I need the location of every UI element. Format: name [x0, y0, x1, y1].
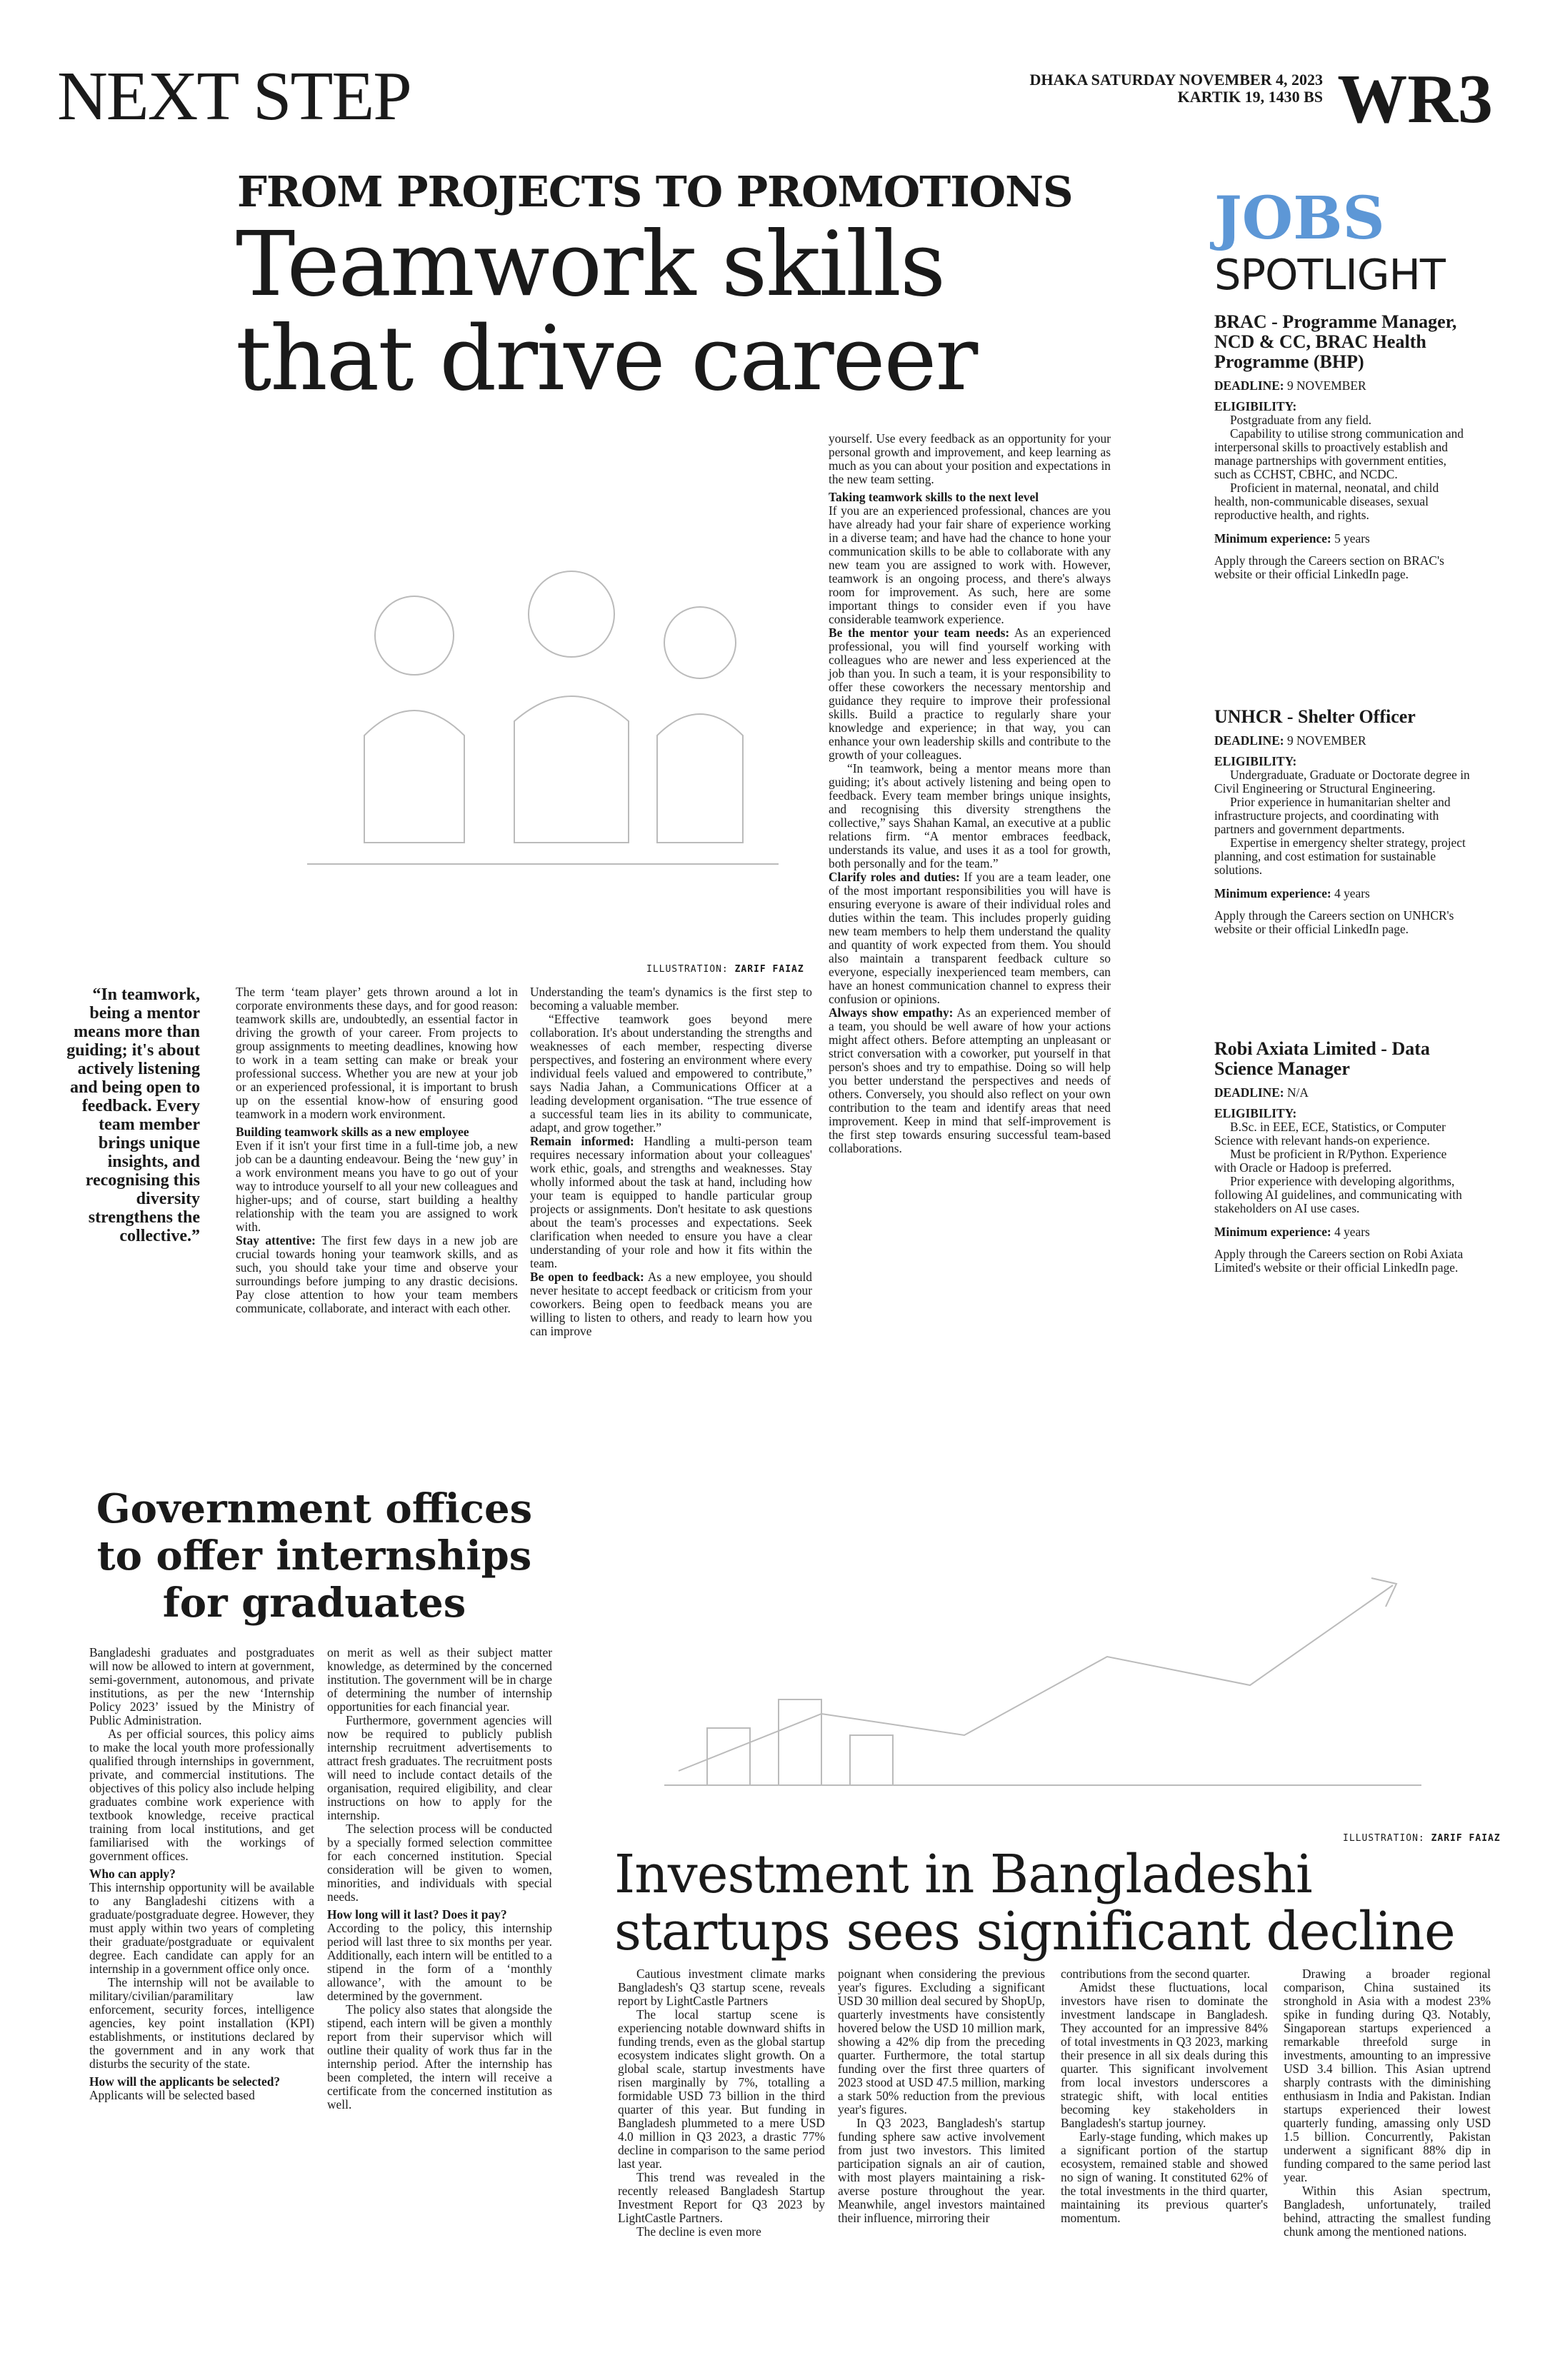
eligibility-item: Expertise in emergency shelter strategy, project planning, and cost estimation for sustainable solutions.: [1214, 835, 1466, 877]
lead-in: Always show empathy:: [829, 1005, 954, 1020]
paragraph: Bangladeshi graduates and postgraduates will now be allowed to intern at government, semi-government, autonomous, and private institutions, as per the new ‘Internship Policy 2023’ issued by the Ministry of Public Administration.: [89, 1645, 314, 1727]
paragraph: The local startup scene is experiencing notable downward shifts in funding trends, even as the global startup ecosystem indicates slight growth. On a global scale, startup investments have risen marginally by 7%, totalling a formidable USD 73 billion in the third quarter of this year. But funding in Bangladesh plummeted to a mere USD 4.0 million in Q3 2023, a drastic 77% decline in comparison to the same period last year.: [618, 2007, 825, 2171]
job-apply: Apply through the Careers section on UNHCR's website or their official LinkedIn page.: [1214, 908, 1454, 936]
lead-in: Stay attentive:: [236, 1233, 316, 1247]
teamwork-column-2: [530, 985, 812, 1338]
section-title: NEXT STEP: [57, 58, 411, 135]
job-title: BRAC - Programme Manager, NCD & CC, BRAC Health Programme (BHP): [1214, 311, 1457, 372]
eligibility-label: ELIGIBILITY:: [1214, 754, 1297, 768]
paragraph: Clarify roles and duties: If you are a team leader, one of the most important responsibilities you will have is ensuring everyone is aware of their individual roles and duties within the team. This includes properly guiding new team members to help them understand the quality and quantity of work expected from them. You should also maintain a transparent feedback culture so everyone, especially inexperienced team members, can have an honest communication channel to express their confusion or opinions.: [829, 870, 1111, 1006]
paragraph: on merit as well as their subject matter knowledge, as determined by the concerned institution. The government will be in charge of determining the number of internship opportunities for each financial year.: [327, 1645, 552, 1714]
eligibility-item: Capability to utilise strong communication and interpersonal skills to proactively establish and manage partnerships with government entities, such as CCHST, CBHC, and NCDC.: [1214, 426, 1464, 481]
jobs-title: JOBS: [1214, 184, 1385, 253]
paragraph: “In teamwork, being a mentor means more than guiding; it's about actively listening and being open to feedback. Every team member brings unique insights, and recognising this diversity strengthens the collective,” says Shahan Kamal, an executive at a public relations firm. “A mentor embraces feedback, understands its value, and uses it as a tool for growth, both personally and for the team.”: [829, 761, 1111, 870]
job-apply: Apply through the Careers section on BRAC's website or their official LinkedIn page.: [1214, 553, 1444, 581]
paragraph: contributions from the second quarter.: [1061, 1967, 1251, 1981]
lead-in: Clarify roles and duties:: [829, 870, 960, 884]
government-headline: Government offices to offer internships for graduates: [96, 1485, 533, 1627]
paragraph: This internship opportunity will be available to any Bangladeshi citizens with a graduate/postgraduate degree. However, they must apply within two years of completing their graduate/postgraduate or equivalent degree. Each candidate can apply for an internship in a government office only once.: [89, 1880, 314, 1976]
experience-label: Minimum experience:: [1214, 1225, 1331, 1239]
investment-column-1: [618, 1967, 825, 2239]
teamwork-column-1: [236, 985, 518, 1315]
paragraph: If you are an experienced professional, chances are you have already had your fair share of experience working in a diverse team; and have had the chance to hone your communication skills to be able to collaborate with any new team you are assigned to work with. However, teamwork is an ongoing process, and there's always room for improvement. As such, here are some important things to consider even if you have considerable teamwork experience.: [829, 503, 1111, 626]
eligibility-item: B.Sc. in EEE, ECE, Statistics, or Computer Science with relevant hands-on experience.: [1214, 1120, 1446, 1148]
pull-quote: “In teamwork, being a mentor means more than guiding; it's about actively listening and being open to feedback. Every team member brings unique insights, and recognising this diversity strengthens the collective.”: [66, 985, 200, 1245]
paragraph: poignant when considering the previous year's figures. Excluding a significant USD 30 million deal secured by ShopUp, quarterly investments have consistently hovered below the USD 10 million mark, showing a 42% dip from the preceding quarter. Furthermore, the total startup funding over the first three quarters of 2023 stood at USD 47.5 million, marking a stark 50% reduction from the previous year's figures.: [838, 1967, 1045, 2117]
paragraph: Remain informed: Handling a multi-person team requires necessary information about your colleagues' work ethic, goals, and strengths and weaknesses. Stay wholly informed about the task at hand, including how your team is equipped to handle particular group projects or assignments. Don't hesitate to ask questions about the team's processes and expectations. Seek clarification when needed to ensure you have a clear understanding of your role and how it fits within the team.: [530, 1134, 812, 1270]
job-apply: Apply through the Careers section on Robi Axiata Limited's website or their official LinkedIn page.: [1214, 1247, 1464, 1275]
job-experience: Minimum experience: 4 years: [1214, 886, 1370, 900]
lead-in: Remain informed:: [530, 1134, 634, 1148]
paragraph: Applicants will be selected based: [89, 2088, 255, 2102]
paragraph: “Effective teamwork goes beyond mere collaboration. It's about understanding the strengths and weaknesses of each member, respecting diverse perspectives, and fostering an environment where every individual feels valued and empowered to contribute,” says Nadia Jahan, a Communications Officer at a leading development organisation. “The true essence of a successful team lies in its ability to communicate, adapt, and grow together.”: [530, 1012, 812, 1135]
article-kicker: FROM PROJECTS TO PROMOTIONS: [237, 167, 1073, 216]
job-experience: Minimum experience: 5 years: [1214, 531, 1370, 546]
job-deadline: DEADLINE: 9 NOVEMBER: [1214, 378, 1366, 393]
article-headline: Teamwork skills that drive career growth: [236, 213, 977, 505]
job-deadline: DEADLINE: N/A: [1214, 1085, 1309, 1100]
illustration-credit: ILLUSTRATION: ZARIF FAIAZ: [646, 964, 804, 975]
lead-in: Be open to feedback:: [530, 1270, 644, 1284]
subheading: Taking teamwork skills to the next level: [829, 490, 1039, 504]
page-code: WR3: [1337, 61, 1493, 138]
government-column-1: [89, 1646, 314, 2102]
investment-column-2: [838, 1967, 1045, 2225]
paragraph: The selection process will be conducted by a specially formed selection committee for each concerned institution. Special consideration will be given to women, minorities, and individuals with special needs.: [327, 1822, 552, 1904]
teamwork-illustration: [236, 400, 814, 957]
eligibility-item: Must be proficient in R/Python. Experience with Oracle or Hadoop is preferred.: [1214, 1147, 1447, 1175]
paragraph: yourself. Use every feedback as an opportunity for your personal growth and improvement, and keep learning as much as you can about your position and expectations in the new team setting.: [829, 431, 1111, 486]
paragraph: This trend was revealed in the recently released Bangladesh Startup Investment Report for Q3 2023 by LightCastle Partners.: [618, 2170, 825, 2225]
investment-illustration: [593, 1500, 1493, 1828]
paragraph: Be open to feedback: As a new employee, you should never hesitate to accept feedback or criticism from your coworkers. Being open to feedback means you are willing to listen to others, and ready to learn how you can improve: [530, 1270, 813, 1338]
paragraph: Stay attentive: The first few days in a new job are crucial towards honing your teamwork skills, and as such, you should take your time and observe your surroundings before jumping to any drastic decisions. Pay close attention to how your team members communicate, collaborate, and interact with each other.: [236, 1233, 519, 1315]
paragraph: In Q3 2023, Bangladesh's startup funding sphere saw active involvement from just two investors. This limited participation signals an air of caution, with most players maintaining a risk-averse posture throughout the year. Meanwhile, angel investors maintained their influence, mirroring their: [838, 2116, 1045, 2225]
job-listing: [1214, 1039, 1471, 1275]
subheading: Building teamwork skills as a new employee: [236, 1125, 469, 1139]
paragraph: Cautious investment climate marks Bangladesh's Q3 startup scene, reveals report by LightCastle Partners: [618, 1967, 825, 2008]
eligibility-label: ELIGIBILITY:: [1214, 399, 1297, 413]
deadline-label: DEADLINE:: [1214, 378, 1284, 393]
subheading: How long will it last? Does it pay?: [327, 1907, 507, 1922]
paragraph: Be the mentor your team needs: As an experienced professional, you will find yourself working with colleagues who are newer and less experienced at the job than you. In such a team, it is your responsibility to offer these coworkers the necessary mentorship and guidance they require to improve their professional skills. Build a practice to regularly share your knowledge and experience; in that way, you can enhance your own leadership skills and contribute to the growth of your colleagues.: [829, 626, 1111, 762]
paragraph: Furthermore, government agencies will now be required to publicly publish internship recruitment advertisements to attract fresh graduates. The recruitment posts will need to include contact details of the organisation, required eligibility, and clear instructions on how to apply for the internship.: [327, 1713, 552, 1822]
deadline-label: DEADLINE:: [1214, 1085, 1284, 1100]
paragraph: Within this Asian spectrum, Bangladesh, unfortunately, trailed behind, attracting the smallest funding chunk among the mentioned nations.: [1284, 2184, 1491, 2239]
jobs-subtitle: SPOTLIGHT: [1214, 250, 1445, 299]
job-experience: Minimum experience: 4 years: [1214, 1225, 1370, 1239]
paragraph: Amidst these fluctuations, local investors have risen to dominate the investment landscape in Bangladesh. They accounted for an impressive 84% of total investments in Q3 2023, marking their presence in all six deals during this quarter. This significant involvement from local investors underscores a strategic shift, with local entities becoming key stakeholders in Bangladesh's startup journey.: [1061, 1980, 1268, 2130]
paragraph: As per official sources, this policy aims to make the local youth more professionally qualified through internships in government, private, and commercial institutions. The objectives of this policy also include helping graduates combine work experience with textbook knowledge, receive practical training from local institutions, and get familiarised with the workings of government offices.: [89, 1727, 314, 1863]
paragraph: The decline is even more: [636, 2224, 761, 2239]
investment-headline: Investment in Bangladeshi startups sees significant decline: [614, 1844, 1455, 1962]
eligibility-item: Prior experience in humanitarian shelter and infrastructure projects, and coordinating with partners and government departments.: [1214, 795, 1451, 836]
paragraph: Understanding the team's dynamics is the first step to becoming a valuable member.: [530, 985, 812, 1013]
date-line-1: DHAKA SATURDAY NOVEMBER 4, 2023: [1029, 71, 1323, 89]
paragraph: The policy also states that alongside the stipend, each intern will be given a monthly report from their supervisor which will outline their quality of work thus far in the internship period. After the internship has been completed, the intern will receive a certificate from the concerned institution as well.: [327, 2002, 552, 2112]
investment-column-4: [1284, 1967, 1491, 2239]
illustration-credit: ILLUSTRATION: ZARIF FAIAZ: [1343, 1833, 1501, 1844]
paragraph: Drawing a broader regional comparison, China sustained its stronghold in Asia with a modest 23% spike in funding during Q3. Notably, Singaporean startups experienced a remarkable threefold surge in investments, amounting to an impressive USD 3.4 billion. This Asian uptrend sharply contrasts with the diminishing enthusiasm in India and Pakistan. Indian startups experienced their lowest quarterly funding, amassing only USD 1.5 billion. Concurrently, Pakistan underwent a significant 88% dip in funding compared to the same period last year.: [1284, 1967, 1491, 2184]
paragraph: Always show empathy: As an experienced member of a team, you should be well aware of how your actions might affect others. Before attempting an unpleasant or strict conversation with a coworker, put yourself in that person's shoes and try to empathise. Doing so will help you better understand the perspectives and needs of others. Conversely, you should also reflect on your own contribution to the team and identify areas that need improvement. Keep in mind that self-improvement is the first step towards ensuring successful team-based collaborations.: [829, 1005, 1111, 1155]
eligibility-label: ELIGIBILITY:: [1214, 1106, 1297, 1120]
eligibility-item: Undergraduate, Graduate or Doctorate degree in Civil Engineering or Structural Engineering.: [1214, 768, 1470, 795]
paragraph: The internship will not be available to military/civilian/paramilitary law enforcement, security forces, intelligence agencies, key point installation (KPI) establishments, or institutions declared by the government and in any work that disturbs the security of the state.: [89, 1975, 314, 2071]
government-column-2: [327, 1646, 552, 2112]
eligibility-item: Prior experience with developing algorithms, following AI guidelines, and communicating with stakeholders on AI use cases.: [1214, 1174, 1462, 1215]
deadline-label: DEADLINE:: [1214, 733, 1284, 748]
dateline: [1029, 71, 1323, 106]
subheading: Who can apply?: [89, 1867, 176, 1881]
date-line-2: KARTIK 19, 1430 BS: [1177, 88, 1323, 106]
experience-label: Minimum experience:: [1214, 886, 1331, 900]
paragraph: Even if it isn't your first time in a full-time job, a new job can be a daunting endeavour. Being the ‘new guy’ in a work environment means you have to go out of your way to introduce yourself to all your new colleagues and higher-ups; and of course, start building a healthy relationship with the team you are assigned to work with.: [236, 1138, 518, 1234]
eligibility-item: Postgraduate from any field.: [1230, 413, 1372, 427]
investment-column-3: [1061, 1967, 1268, 2225]
job-listing: [1214, 707, 1471, 936]
eligibility-item: Proficient in maternal, neonatal, and child health, non-communicable diseases, sexual reproductive health, and rights.: [1214, 481, 1439, 522]
job-listing: [1214, 312, 1471, 581]
teamwork-column-3: [829, 432, 1111, 1155]
paragraph: Early-stage funding, which makes up a significant portion of the startup ecosystem, remained stable and showed no sign of waning. It constituted 62% of the total investments in the third quarter, maintaining its previous quarter's momentum.: [1061, 2129, 1268, 2225]
job-deadline: DEADLINE: 9 NOVEMBER: [1214, 733, 1366, 748]
job-title: Robi Axiata Limited - Data Science Manager: [1214, 1038, 1430, 1079]
subheading: How will the applicants be selected?: [89, 2074, 281, 2089]
paragraph: The term ‘team player’ gets thrown around a lot in corporate environments these days, and for good reason: teamwork skills are, undoubtedly, an essential factor in driving the growth of your career. From projects to group assignments to meeting deadlines, knowing how to work in a team setting can make or break your professional success. Whether you are new at your job or an experienced professional, it is important to brush up on the essential know-how of ensuring good teamwork in a modern work environment.: [236, 985, 518, 1121]
lead-in: Be the mentor your team needs:: [829, 626, 1010, 640]
job-title: UNHCR - Shelter Officer: [1214, 706, 1416, 727]
experience-label: Minimum experience:: [1214, 531, 1331, 546]
paragraph: According to the policy, this internship period will last three to six months per year. Additionally, each intern will be entitled to a stipend in the form of a ‘monthly allowance’, with the amount to be determined by the government.: [327, 1921, 552, 2003]
